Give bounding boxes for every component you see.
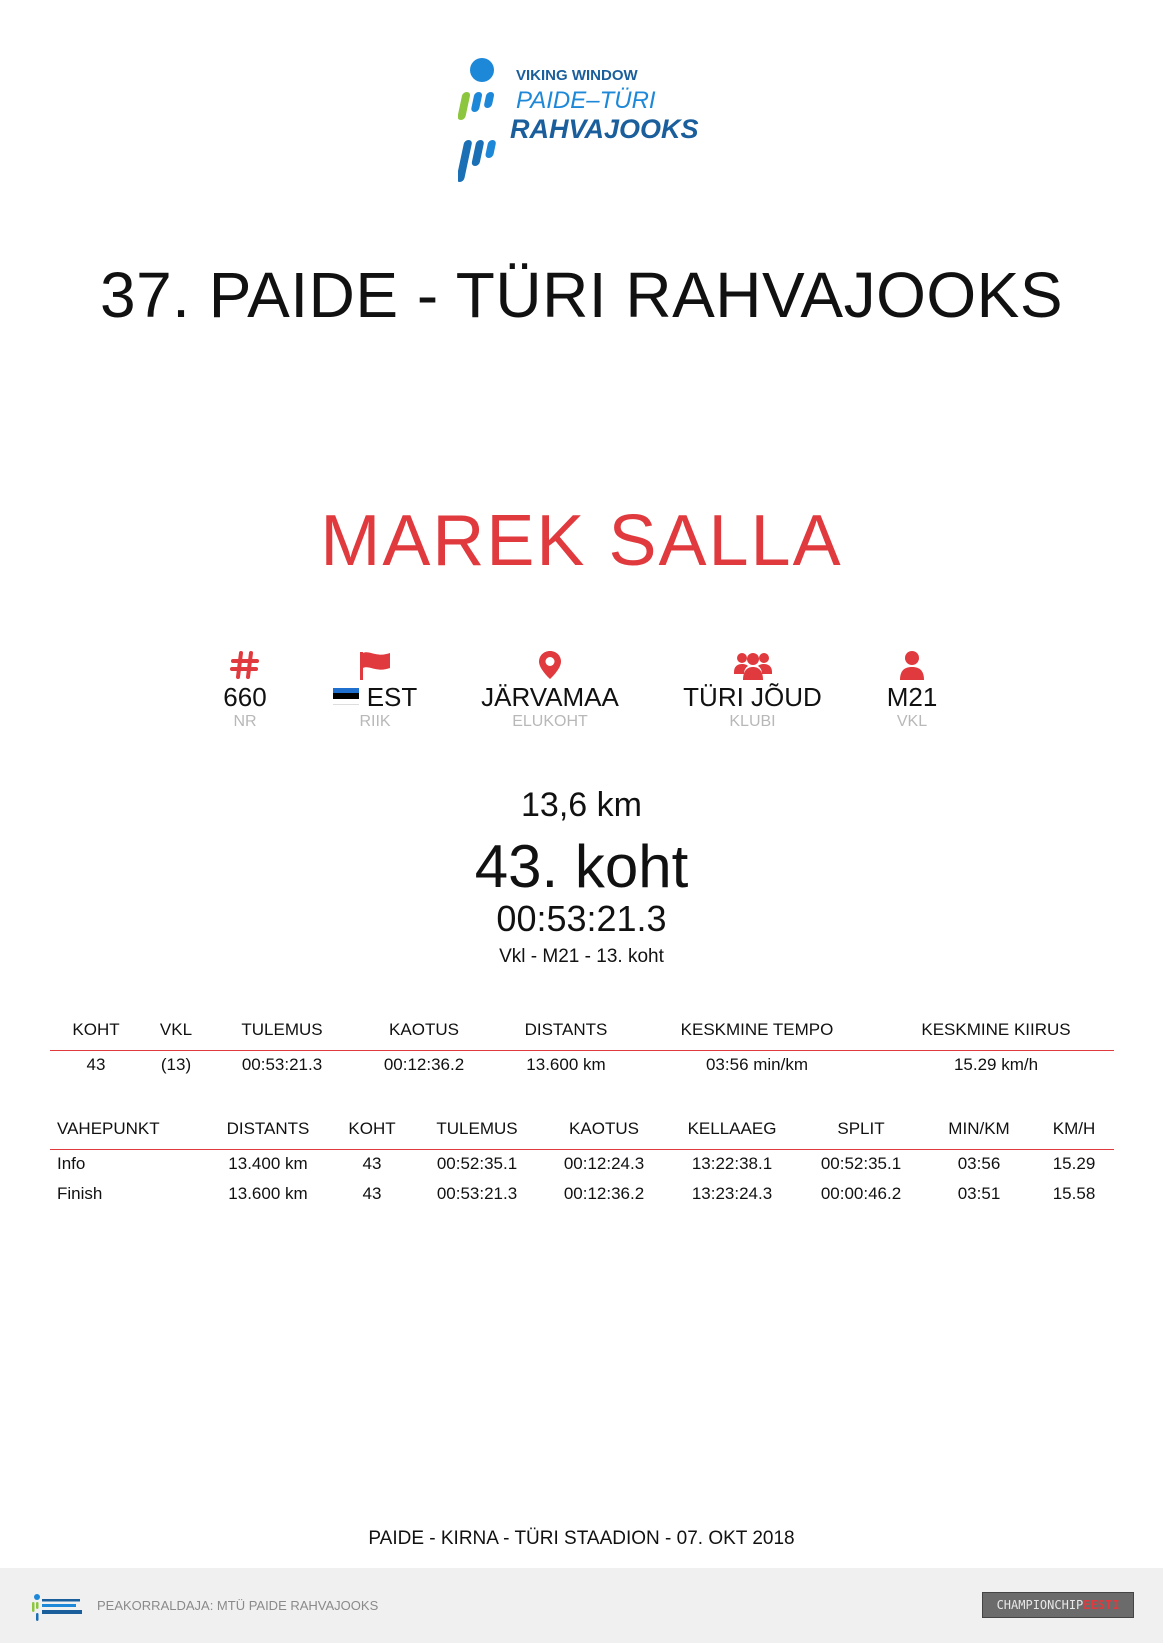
summary-table [50, 1020, 1114, 1085]
residence-label: ELUKOHT [512, 713, 588, 730]
cell-kellaaeg: 13:22:38.1 [691, 1154, 773, 1173]
cell-min-km: 03:51 [957, 1184, 1001, 1203]
info-class [872, 644, 952, 730]
header-keskmine-kiirus: KESKMINE KIIRUS [921, 1020, 1071, 1039]
runner-name: MAREK SALLA [320, 501, 843, 581]
header-split: SPLIT [837, 1119, 885, 1138]
cell-kaotus: 00:12:24.3 [563, 1154, 645, 1173]
group-icon [670, 644, 835, 680]
age-class-label: VKL [896, 713, 928, 730]
cell-tulemus: 00:53:21.3 [241, 1055, 323, 1074]
organizer-text: PEAKORRALDAJA: MTÜ PAIDE RAHVAJOOKS [97, 1598, 379, 1613]
header-tulemus: TULEMUS [436, 1119, 518, 1138]
header-min-km: MIN/KM [948, 1119, 1010, 1138]
club-label: KLUBI [729, 713, 776, 730]
cell-distants: 13.600 km [526, 1055, 606, 1074]
bib-number-label: NR [233, 713, 257, 730]
cell-kaotus: 00:12:36.2 [563, 1184, 645, 1203]
header-km-h: KM/H [1052, 1119, 1096, 1138]
route-and-date: PAIDE - KIRNA - TÜRI STAADION - 07. OKT 2018 [368, 1528, 795, 1549]
header-keskmine-tempo: KESKMINE TEMPO [680, 1020, 834, 1039]
info-club [670, 644, 835, 730]
header-kellaaeg: KELLAAEG [687, 1119, 777, 1138]
country-label: RIIK [359, 713, 391, 730]
splits-header-row [50, 1119, 1114, 1150]
header-koht: KOHT [72, 1020, 120, 1039]
cell-tulemus: 00:52:35.1 [436, 1154, 518, 1173]
cell-km-h: 15.58 [1052, 1184, 1096, 1203]
cell-kellaaeg: 13:23:24.3 [691, 1184, 773, 1203]
finish-time: 00:53:21.3 [496, 898, 667, 939]
hash-icon [205, 644, 285, 680]
header-tulemus: TULEMUS [241, 1020, 323, 1039]
cell-vahepunkt: Finish [57, 1184, 103, 1203]
race-distance: 13,6 km [521, 786, 642, 824]
cell-distants: 13.400 km [228, 1154, 308, 1173]
splits-table [50, 1119, 1114, 1214]
table-row [50, 1154, 1114, 1184]
cell-keskmine-kiirus: 15.29 km/h [953, 1055, 1039, 1074]
cell-km-h: 15.29 [1052, 1154, 1096, 1173]
svg-text:VIKING WINDOW: VIKING WINDOW [516, 67, 638, 84]
bib-number: 660 [223, 682, 267, 712]
map-pin-icon [470, 644, 630, 680]
summary-header-row [50, 1020, 1114, 1051]
residence: JÄRVAMAA [481, 682, 619, 712]
header-kaotus: KAOTUS [389, 1020, 459, 1039]
table-row [50, 1055, 1114, 1085]
cell-tulemus: 00:53:21.3 [436, 1184, 518, 1203]
header-vahepunkt: VAHEPUNKT [57, 1119, 160, 1138]
svg-text:RAHVAJOOKS: RAHVAJOOKS [510, 114, 699, 144]
cell-split: 00:00:46.2 [820, 1184, 902, 1203]
estonia-flag-icon [333, 688, 359, 704]
cell-distants: 13.600 km [228, 1184, 308, 1203]
age-class: M21 [886, 682, 938, 712]
mini-event-logo [30, 1593, 84, 1621]
header-vkl: VKL [159, 1020, 193, 1039]
country-code: EST [366, 682, 418, 712]
event-logo [458, 58, 708, 190]
header-kaotus: KAOTUS [569, 1119, 639, 1138]
event-title: 37. PAIDE - TÜRI RAHVAJOOKS [99, 259, 1064, 331]
overall-place: 43. koht [474, 833, 689, 900]
cell-koht: 43 [362, 1154, 382, 1173]
cell-koht: 43 [86, 1055, 106, 1074]
header-distants: DISTANTS [226, 1119, 310, 1138]
flag-icon [320, 644, 430, 680]
info-country [320, 644, 430, 730]
cell-kaotus: 00:12:36.2 [383, 1055, 465, 1074]
cell-split: 00:52:35.1 [820, 1154, 902, 1173]
cell-koht: 43 [362, 1184, 382, 1203]
info-nr [205, 644, 285, 730]
info-residence [470, 644, 630, 730]
class-place: Vkl - M21 - 13. koht [499, 946, 664, 967]
table-row [50, 1184, 1114, 1214]
svg-text:PAIDE–TÜRI: PAIDE–TÜRI [516, 87, 656, 114]
cell-vkl: (13) [160, 1055, 192, 1074]
user-icon [872, 644, 952, 680]
club-name: TÜRI JÕUD [683, 682, 822, 712]
championchip-logo: CHAMPIONCHIPEESTI [982, 1592, 1134, 1618]
header-koht: KOHT [348, 1119, 396, 1138]
cell-keskmine-tempo: 03:56 min/km [705, 1055, 809, 1074]
header-distants: DISTANTS [524, 1020, 608, 1039]
footer-bar [0, 1568, 1163, 1643]
cell-min-km: 03:56 [957, 1154, 1001, 1173]
cell-vahepunkt: Info [57, 1154, 86, 1173]
